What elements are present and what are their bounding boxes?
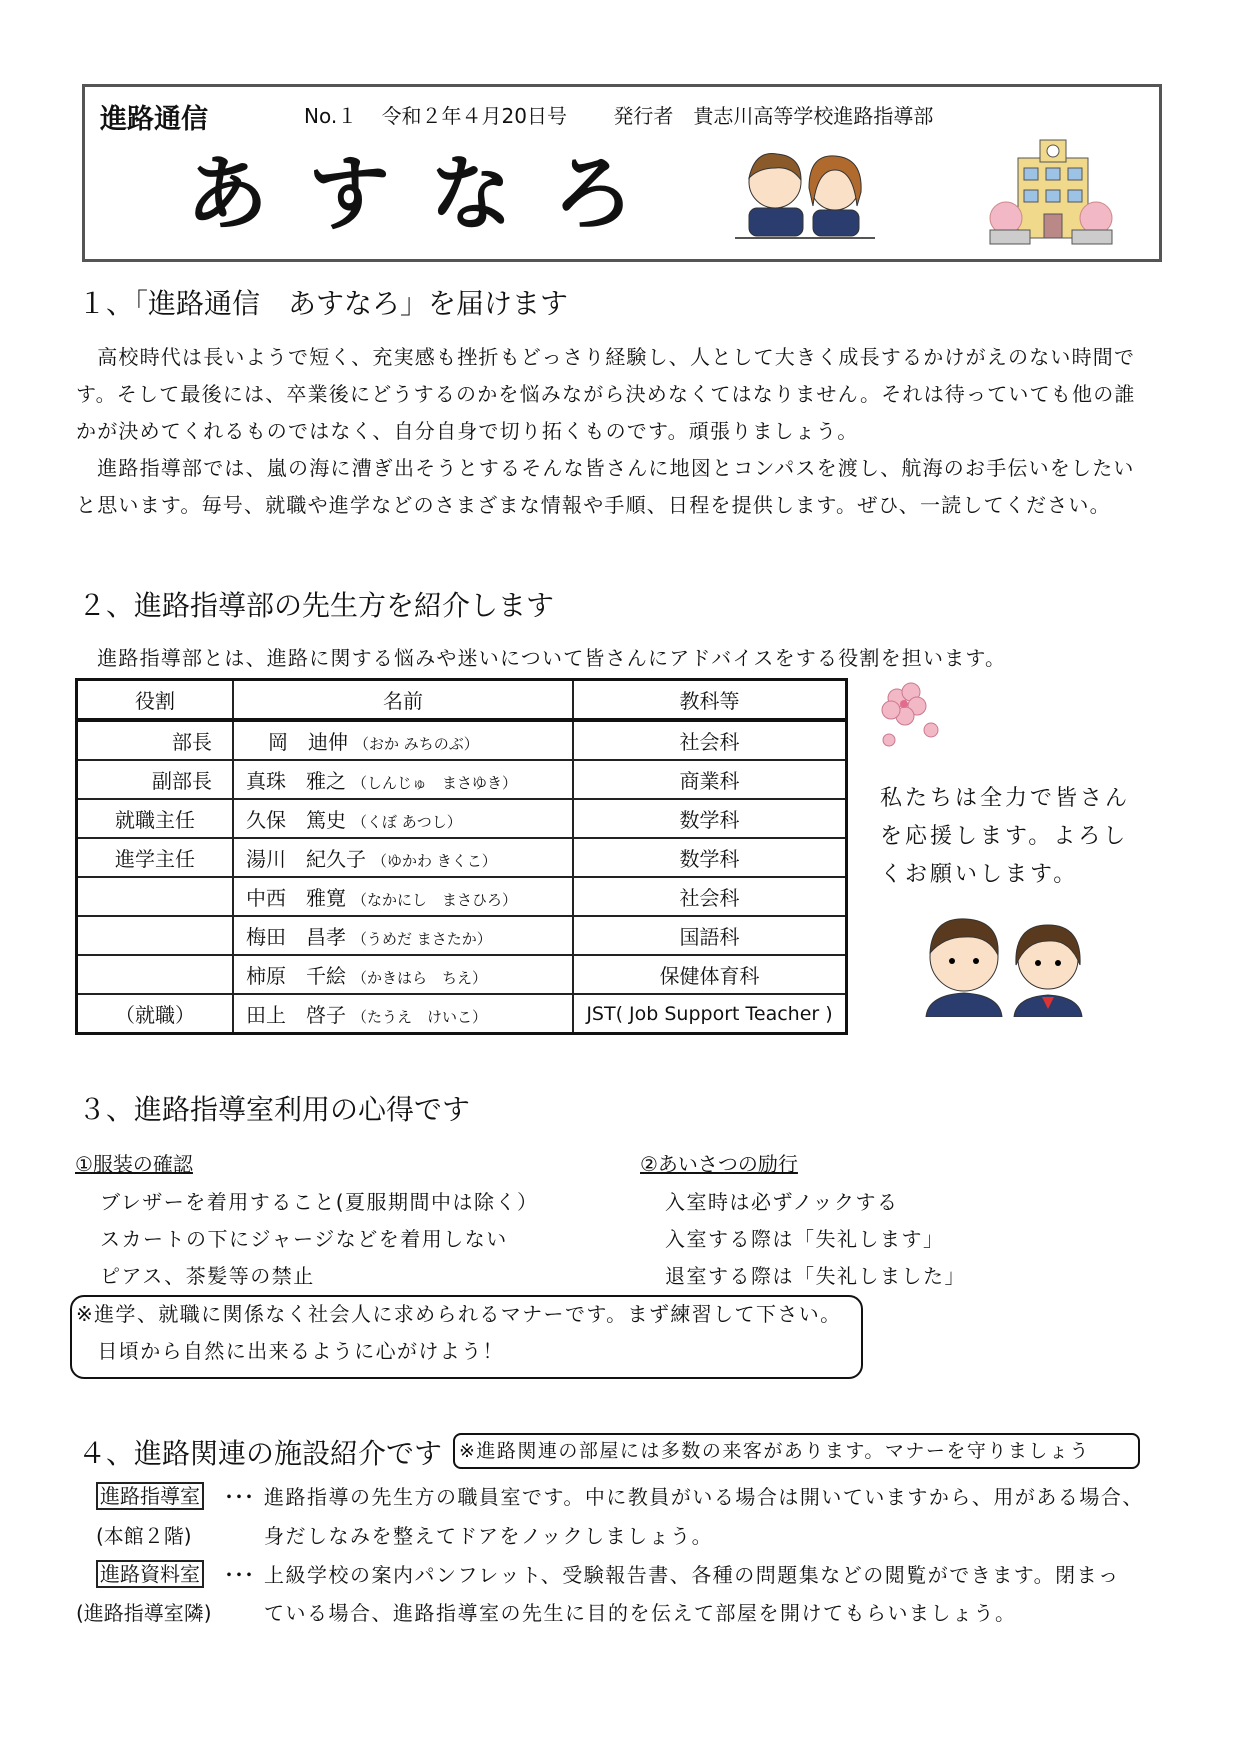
column-header: 役割 xyxy=(77,680,234,721)
table-row xyxy=(77,916,847,955)
publisher: 発行者 貴志川高等学校進路指導部 xyxy=(613,104,934,128)
name-cell xyxy=(233,955,573,994)
teacher-yomi: （たうえ けいこ） xyxy=(352,1008,488,1026)
section1-heading: １、「進路通信 あすなろ」を届けます xyxy=(78,287,569,320)
school-building-illustration xyxy=(988,138,1114,246)
header-meta xyxy=(304,100,951,129)
attire-title: ①服装の確認 xyxy=(75,1152,193,1176)
students-illustration xyxy=(735,140,875,245)
teacher-yomi: （おか みちのぶ） xyxy=(354,735,479,753)
manners-note-line: 日頃から自然に出来るように心がけよう！ xyxy=(76,1339,504,1363)
teacher-yomi: （かきはら ちえ） xyxy=(352,969,488,987)
teacher-name: 田上 啓子 xyxy=(246,1003,346,1027)
issue-number: No.１ xyxy=(304,104,358,128)
table-row xyxy=(77,994,847,1034)
facility-name xyxy=(96,1558,204,1587)
table-row xyxy=(77,838,847,877)
table-row xyxy=(77,720,847,760)
support-message xyxy=(880,780,1150,894)
attire-item: ブレザーを着用すること(夏服期間中は除く） xyxy=(100,1190,539,1214)
teacher-name: 中西 雅寛 xyxy=(246,886,346,910)
teacher-name: 久保 篤史 xyxy=(246,808,346,832)
table-header-row xyxy=(77,680,847,721)
section1-line: かが決めてくれるものではなく、自分自身で切り拓くものです。頑張りましょう。 xyxy=(76,419,859,443)
facility-location: (進路指導室隣) xyxy=(76,1601,212,1625)
role-cell xyxy=(77,877,234,916)
section1-line: 高校時代は長いようで短く、充実感も挫折もどっさり経験し、人として大きく成長するかけがえのない時間で xyxy=(76,345,1136,369)
teacher-name: 岡 迪伸 xyxy=(268,730,348,754)
facility-name xyxy=(96,1480,204,1509)
facility-desc: ている場合、進路指導室の先生に目的を伝えて部屋を開けてもらいましょう。 xyxy=(264,1601,1017,1625)
subject-cell: 社会科 xyxy=(573,877,847,916)
teacher-yomi: （うめだ まさたか） xyxy=(352,930,492,948)
name-cell xyxy=(233,799,573,838)
greeting-item: 入室する際は「失礼します」 xyxy=(665,1227,945,1251)
role-cell: 部長 xyxy=(77,720,234,760)
subject-cell: 国語科 xyxy=(573,916,847,955)
message-line: くお願いします。 xyxy=(880,862,1079,887)
section2-intro: 進路指導部とは、進路に関する悩みや迷いについて皆さんにアドバイスをする役割を担います。 xyxy=(76,646,1007,670)
table-row xyxy=(77,799,847,838)
facility-desc: 身だしなみを整えてドアをノックしましょう。 xyxy=(264,1524,714,1548)
section4-heading: ４、進路関連の施設紹介です xyxy=(78,1437,443,1470)
name-cell xyxy=(233,994,573,1034)
name-cell xyxy=(233,838,573,877)
attire-item: スカートの下にジャージなどを着用しない xyxy=(100,1227,508,1251)
section1-line: す。そして最後には、卒業後にどうするのかを悩みながら決めなくてはなりません。それは待っていても他の誰 xyxy=(76,382,1136,406)
manners-note-line: ※進学、就職に関係なく社会人に求められるマナーです。まず練習して下さい。 xyxy=(76,1302,842,1326)
facility-name-box: 進路指導室 xyxy=(96,1482,204,1510)
teacher-yomi: （くぼ あつし） xyxy=(352,813,462,831)
role-cell xyxy=(77,916,234,955)
role-cell: 進学主任 xyxy=(77,838,234,877)
name-cell xyxy=(233,877,573,916)
table-row xyxy=(77,955,847,994)
column-header: 名前 xyxy=(233,680,573,721)
greeting-item: 退室する際は「失礼しました」 xyxy=(665,1264,966,1288)
message-line: を応援します。よろし xyxy=(880,824,1129,849)
facility-desc: 進路指導の先生方の職員室です。中に教員がいる場合は開いていますから、用がある場合、 xyxy=(264,1485,1144,1509)
subject-cell: 社会科 xyxy=(573,720,847,760)
message-line: 私たちは全力で皆さん xyxy=(880,786,1131,811)
attire-item: ピアス、茶髪等の禁止 xyxy=(100,1264,315,1288)
subject-cell: JST( Job Support Teacher ) xyxy=(573,994,847,1034)
subject-cell: 商業科 xyxy=(573,760,847,799)
facility-location: (本館２階) xyxy=(96,1524,192,1548)
facility-name-box: 進路資料室 xyxy=(96,1560,204,1588)
cherry-blossom-icon xyxy=(875,678,945,753)
role-cell: 就職主任 xyxy=(77,799,234,838)
column-header: 教科等 xyxy=(573,680,847,721)
leader-dots: ･･･ xyxy=(224,1485,254,1509)
section1-line: 進路指導部では、嵐の海に漕ぎ出そうとするそんな皆さんに地図とコンパスを渡し、航海のお手伝いをしたい xyxy=(76,456,1135,480)
leader-dots: ･･･ xyxy=(224,1563,254,1587)
greeting-item: 入室時は必ずノックする xyxy=(665,1190,899,1214)
name-cell xyxy=(233,720,573,760)
table-row xyxy=(77,760,847,799)
role-cell: （就職） xyxy=(77,994,234,1034)
subject-cell: 数学科 xyxy=(573,799,847,838)
section3-heading: ３、進路指導室利用の心得です xyxy=(78,1093,471,1126)
staff-table xyxy=(75,678,848,1035)
teacher-name: 梅田 昌孝 xyxy=(246,925,346,949)
role-cell xyxy=(77,955,234,994)
newsletter-series: 進路通信 xyxy=(100,104,208,135)
section1-line: と思います。毎号、就職や進学などのさまざまな情報や手順、日程を提供します。ぜひ、一読してください。 xyxy=(76,493,1111,517)
visitor-notice: ※進路関連の部屋には多数の来客があります。マナーを守りましょう xyxy=(453,1433,1140,1469)
teacher-yomi: （ゆかわ きくこ） xyxy=(372,852,497,870)
teacher-yomi: （しんじゅ まさゆき） xyxy=(352,774,518,792)
subject-cell: 数学科 xyxy=(573,838,847,877)
teacher-yomi: （なかにし まさひろ） xyxy=(352,891,518,909)
role-cell: 副部長 xyxy=(77,760,234,799)
table-row xyxy=(77,877,847,916)
facility-desc: 上級学校の案内パンフレット、受験報告書、各種の問題集などの閲覧ができます。閉まっ xyxy=(264,1563,1120,1587)
issue-date: 令和２年４月20日号 xyxy=(381,104,568,128)
two-students-illustration xyxy=(918,905,1088,1017)
name-cell xyxy=(233,916,573,955)
greeting-title: ②あいさつの励行 xyxy=(640,1152,798,1176)
newsletter-title: あすなろ xyxy=(186,147,675,242)
teacher-name: 柿原 千絵 xyxy=(246,964,346,988)
subject-cell: 保健体育科 xyxy=(573,955,847,994)
section2-heading: ２、進路指導部の先生方を紹介します xyxy=(78,589,555,622)
name-cell xyxy=(233,760,573,799)
teacher-name: 真珠 雅之 xyxy=(246,769,346,793)
teacher-name: 湯川 紀久子 xyxy=(246,847,366,871)
